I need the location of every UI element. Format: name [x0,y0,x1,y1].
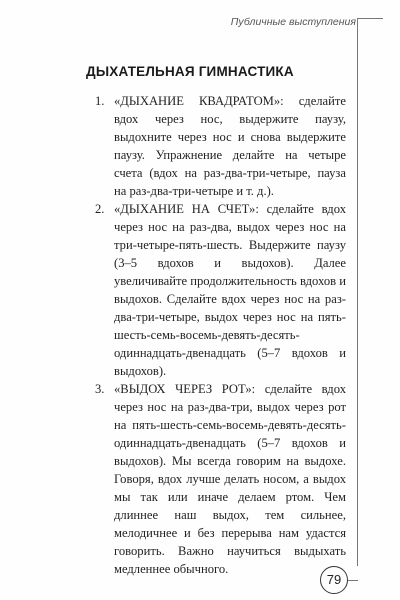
list-item-text: «ДЫХАНИЕ НА СЧЕТ»: сделайте вдох через нос на раз-два, выдох через нос на три-четыре-пять-шесть. Выдержите паузу (3–5 вдохов и выдохов). Далее увеличивайте продолжительность вдохов и выдохов. Сделайте вдох через нос на раз-два-три-четыре, выдох через нос на пять-шесть-семь-восемь-девять-десять-одиннадцать-двенадцать (5–7 вдохов и выдохов). [114,202,346,378]
exercise-list [90,92,346,578]
margin-rule-bottom [348,580,358,581]
list-item-number: 1. [95,94,105,108]
list-item-text: «ВЫДОХ ЧЕРЕЗ РОТ»: сделайте вдох через нос на раз-два-три, выдох через рот на пять-шесть-семь-восемь-девять-десять-одиннадцать-двенадцать (5–7 вдохов и выдохов). Мы всегда говорим на выдохе. Говоря, вдох лучше делать носом, а выдох мы так или иначе делаем ртом. Чем длиннее наш выдох, тем сильнее, мелодичнее и без перерыва нам удастся говорить. Важно научиться выдыхать медленнее обычного. [114,382,346,576]
margin-rule [357,18,358,566]
page-number: 79 [320,566,348,594]
list-item [90,380,346,578]
margin-rule-top [357,18,383,19]
list-item-text: «ДЫХАНИЕ КВАДРАТОМ»: сделайте вдох через нос, выдержите паузу, выдохните через нос и снова выдержите паузу. Упражнение делайте на четыре счета (вдох на раз-два-три-четыре, пауза на раз-два-три-четыре и т. д.). [114,94,346,198]
running-head: Публичные выступления [230,16,356,28]
list-item [90,92,346,200]
list-item-number: 3. [95,382,105,396]
section-heading: ДЫХАТЕЛЬНАЯ ГИМНАСТИКА [86,64,294,79]
list-item [90,200,346,380]
list-item-number: 2. [95,202,105,216]
